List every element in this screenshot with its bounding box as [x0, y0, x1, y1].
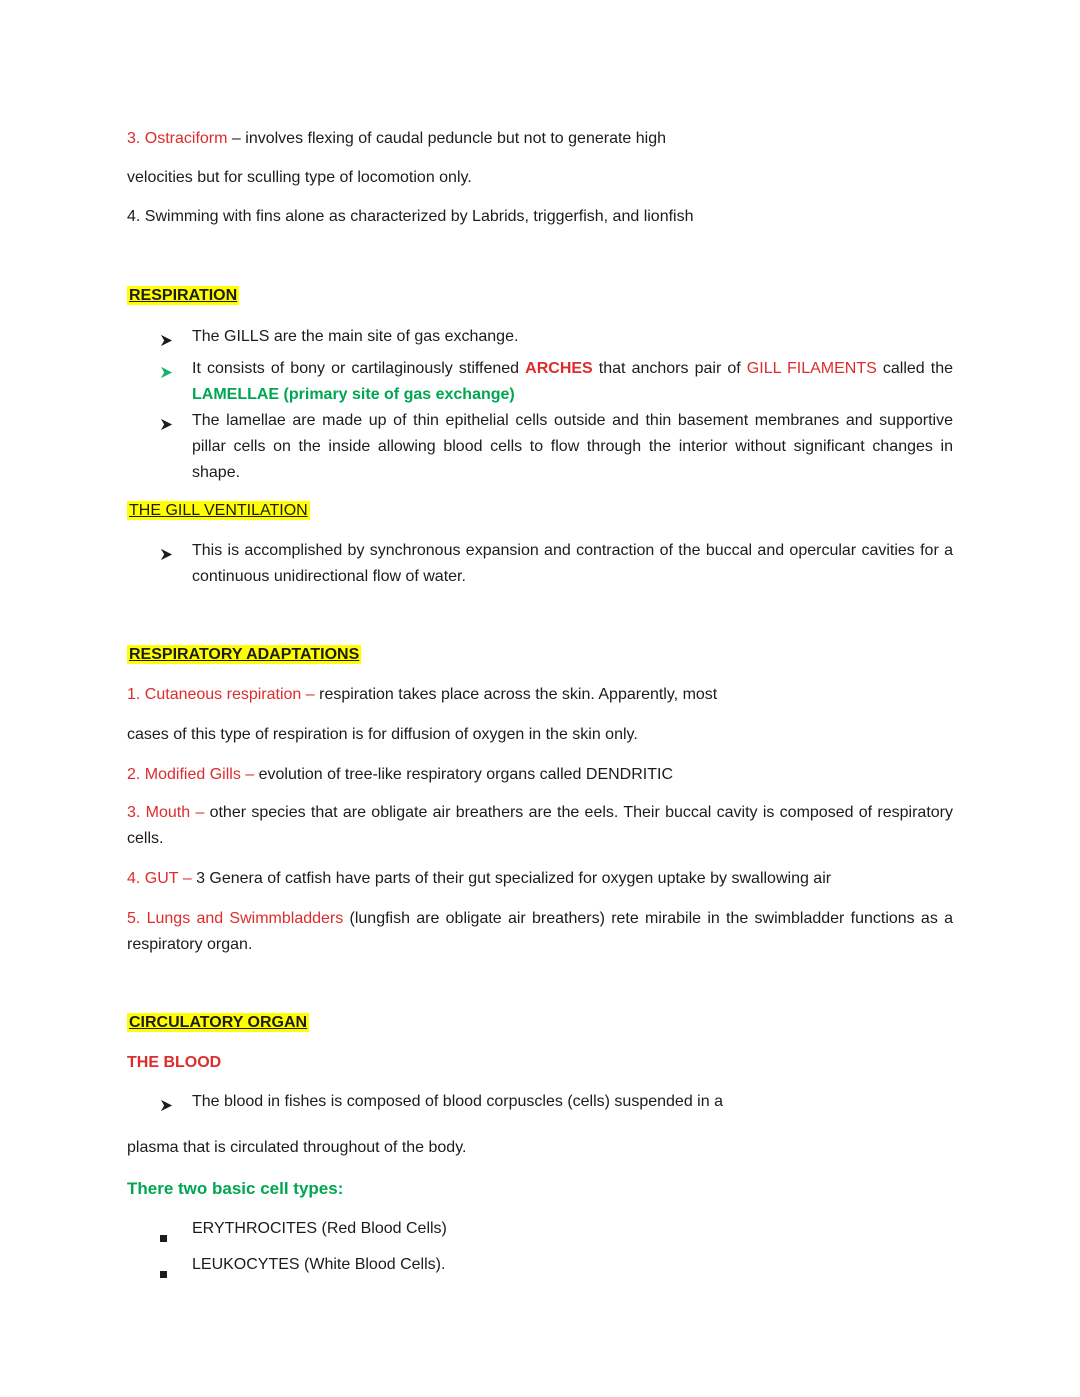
arrow-bullet-icon	[160, 408, 192, 486]
list-item	[127, 356, 953, 408]
list-item	[127, 408, 953, 486]
heading-respiratory-adaptations-text: RESPIRATORY ADAPTATIONS	[129, 646, 360, 663]
run-plain: other species that are obligate air breathers are the eels. Their buccal cavity is composed of respiratory cells.	[127, 804, 953, 847]
term-lamellae: LAMELLAE (primary site of gas exchange)	[192, 386, 515, 403]
arrow-bullet-icon	[160, 324, 192, 356]
para-gut	[127, 866, 953, 892]
term-modified-gills: 2. Modified Gills –	[127, 766, 255, 783]
para-cutaneous-cont: cases of this type of respiration is for diffusion of oxygen in the skin only.	[127, 726, 638, 743]
para-ostraciform	[127, 126, 953, 152]
heading-cell-types: There two basic cell types:	[127, 1179, 344, 1198]
para-plasma: plasma that is circulated throughout of the body.	[127, 1139, 467, 1156]
term-arches: ARCHES	[525, 360, 593, 377]
list-item	[127, 1215, 953, 1251]
square-bullet-icon	[160, 1215, 192, 1251]
para-modified-gills	[127, 762, 953, 788]
run-plain: evolution of tree-like respiratory organs called DENDRITIC	[254, 766, 673, 783]
heading-respiration-text: RESPIRATION	[129, 287, 238, 304]
para-cutaneous	[127, 682, 953, 708]
run-plain: that anchors pair of	[592, 360, 747, 377]
heading-gill-ventilation-text: THE GILL VENTILATION	[129, 502, 308, 519]
heading-gill-ventilation	[127, 498, 953, 524]
arrow-bullet-icon	[160, 538, 192, 590]
list-item-text: LEUKOCYTES (White Blood Cells).	[192, 1256, 446, 1273]
arrow-bullet-icon	[160, 356, 192, 408]
heading-circulatory-organ	[127, 1010, 953, 1036]
list-item	[127, 1251, 953, 1287]
square-bullet-icon	[160, 1251, 192, 1287]
para-swimming-fins: 4. Swimming with fins alone as characterized by Labrids, triggerfish, and lionfish	[127, 208, 694, 225]
term-ostraciform: 3. Ostraciform	[127, 130, 228, 147]
list-item-text: This is accomplished by synchronous expansion and contraction of the buccal and opercular cavities for a continuous unidirectional flow of water.	[192, 542, 953, 585]
list-item-text: The blood in fishes is composed of blood corpuscles (cells) suspended in a	[192, 1093, 723, 1110]
heading-respiratory-adaptations	[127, 642, 953, 668]
term-mouth: 3. Mouth –	[127, 804, 205, 821]
para-velocities: velocities but for sculling type of locomotion only.	[127, 169, 472, 186]
list-item-text	[192, 356, 953, 408]
arrow-bullet-icon	[160, 1089, 192, 1121]
term-gill-filaments: GILL FILAMENTS	[746, 360, 877, 377]
run-plain: respiration takes place across the skin. Apparently, most	[314, 686, 718, 703]
list-item-text: The lamellae are made up of thin epithelial cells outside and thin basement membranes and supportive pillar cells on the inside allowing blood cells to flow through the interior without significant changes in shape.	[192, 412, 953, 481]
list-item	[127, 324, 953, 356]
run-plain: It consists of bony or cartilaginously stiffened	[192, 360, 526, 377]
heading-circulatory-organ-text: CIRCULATORY ORGAN	[129, 1014, 308, 1031]
run-plain: 3 Genera of catfish have parts of their gut specialized for oxygen uptake by swallowing air	[191, 870, 832, 887]
term-cutaneous: 1. Cutaneous respiration –	[127, 686, 315, 703]
run-plain: called the	[876, 360, 954, 377]
run-plain: (lungfish are obligate air breathers) rete mirabile in the swimbladder functions as a respiratory organ.	[127, 910, 953, 953]
gills-bullet-list	[127, 324, 953, 486]
cell-types-list	[127, 1215, 953, 1287]
para-mouth	[127, 800, 953, 852]
subheading-the-blood: THE BLOOD	[127, 1054, 222, 1071]
list-item	[127, 1089, 953, 1121]
term-lungs-swimmbladders: 5. Lungs and Swimmbladders	[127, 910, 344, 927]
list-item-text: The GILLS are the main site of gas exchange.	[192, 328, 519, 345]
heading-respiration	[127, 283, 953, 309]
term-gut: 4. GUT –	[127, 870, 192, 887]
para-lungs	[127, 906, 953, 958]
list-item-text: ERYTHROCITES (Red Blood Cells)	[192, 1220, 447, 1237]
list-item	[127, 538, 953, 590]
para-ostraciform-text: – involves flexing of caudal peduncle but not to generate high	[227, 130, 666, 147]
